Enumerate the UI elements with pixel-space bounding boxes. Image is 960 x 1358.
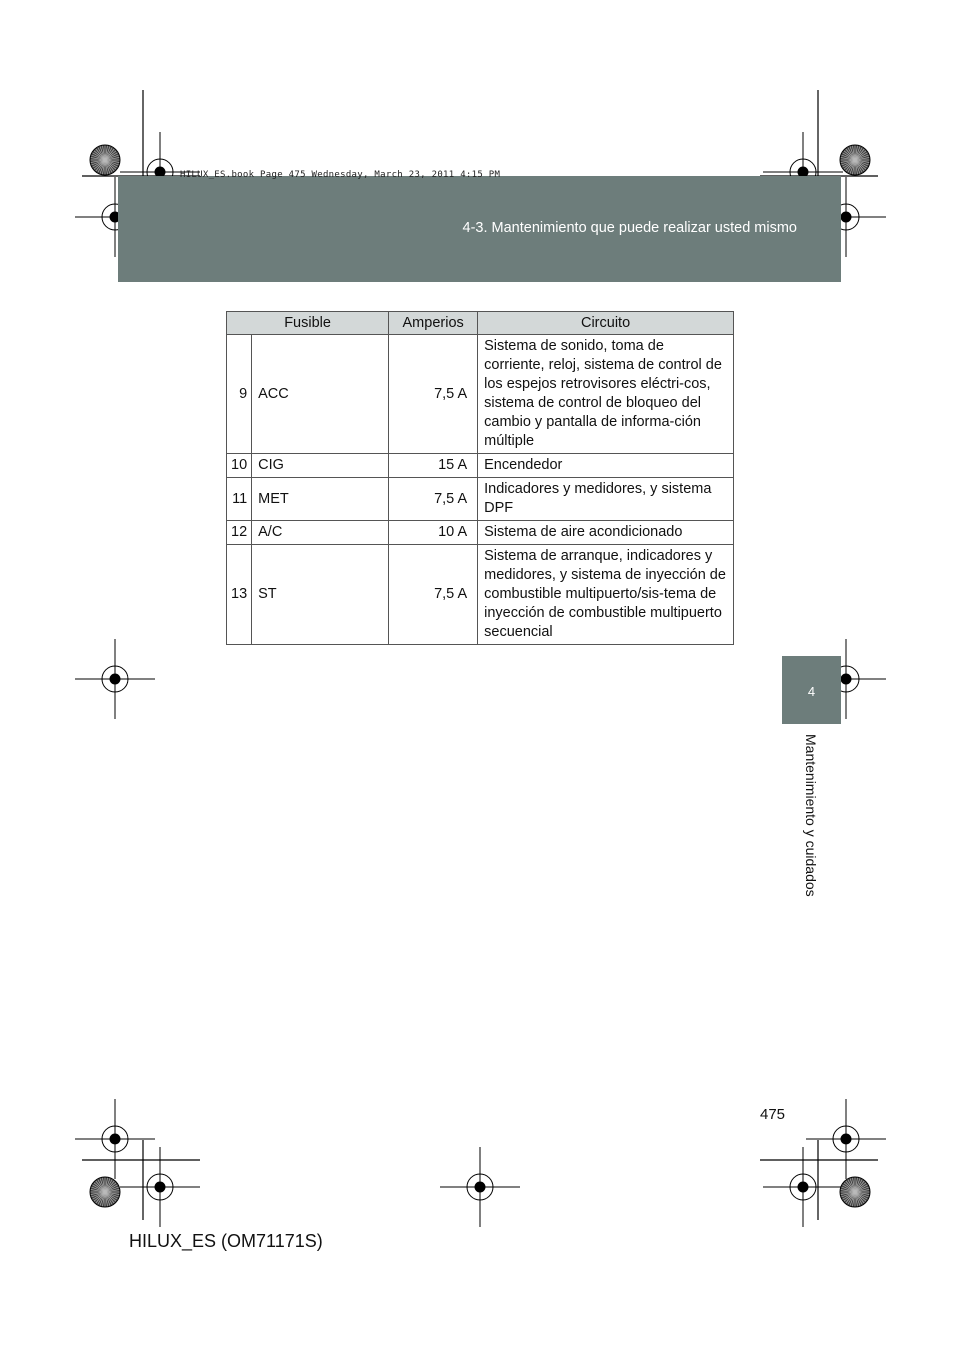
document-id: HILUX_ES (OM71171S) (129, 1231, 323, 1251)
fuse-amps: 7,5 A (389, 545, 478, 645)
fuse-amps: 7,5 A (389, 335, 478, 454)
chapter-label: Mantenimiento y cuidados (803, 734, 819, 897)
fuse-number: 11 (227, 478, 252, 521)
color-dial-icon (840, 145, 870, 175)
fuse-circuit: Sistema de sonido, toma de corriente, reloj, sistema de control de los espejos retrovisores eléctri-cos, sistema de control de bloqueo del cambio y pantalla de informa-ción múltiple (478, 335, 734, 454)
fuse-number: 9 (227, 335, 252, 454)
table-header-row (227, 312, 734, 335)
fuse-name: CIG (252, 454, 389, 478)
fuse-name: MET (252, 478, 389, 521)
section-title: 4-3. Mantenimiento que puede realizar usted mismo (462, 220, 797, 236)
table-row (227, 478, 734, 521)
fuse-circuit: Indicadores y medidores, y sistema DPF (478, 478, 734, 521)
registration-target-icon (75, 639, 155, 719)
fuse-number: 10 (227, 454, 252, 478)
fuse-table (226, 311, 734, 645)
color-dial-icon (90, 1177, 120, 1207)
fuse-amps: 10 A (389, 521, 478, 545)
fuse-circuit: Sistema de arranque, indicadores y medidores, y sistema de inyección de combustible multipuerto/sis-tema de inyección de combustible multipuerto secuencial (478, 545, 734, 645)
fuse-name: ACC (252, 335, 389, 454)
header-band (118, 176, 841, 282)
color-dial-icon (840, 1177, 870, 1207)
header-circuito: Circuito (478, 312, 734, 335)
book-stamp: HILUX_ES.book Page 475 Wednesday, March 23, 2011 4:15 PM (180, 170, 501, 180)
header-fusible: Fusible (227, 312, 389, 335)
table-row (227, 454, 734, 478)
fuse-amps: 15 A (389, 454, 478, 478)
fuse-circuit: Encendedor (478, 454, 734, 478)
table-row (227, 335, 734, 454)
registration-target-icon (440, 1147, 520, 1227)
header-amperios: Amperios (389, 312, 478, 335)
fuse-circuit: Sistema de aire acondicionado (478, 521, 734, 545)
fuse-name: A/C (252, 521, 389, 545)
fuse-amps: 7,5 A (389, 478, 478, 521)
fuse-number: 13 (227, 545, 252, 645)
table-row (227, 521, 734, 545)
chapter-number: 4 (807, 684, 816, 699)
fuse-name: ST (252, 545, 389, 645)
color-dial-icon (90, 145, 120, 175)
registration-target-icon (120, 1147, 200, 1227)
registration-target-icon (763, 1147, 843, 1227)
table-row (227, 545, 734, 645)
fuse-number: 12 (227, 521, 252, 545)
chapter-tab (782, 656, 841, 724)
page-number: 475 (760, 1106, 786, 1123)
